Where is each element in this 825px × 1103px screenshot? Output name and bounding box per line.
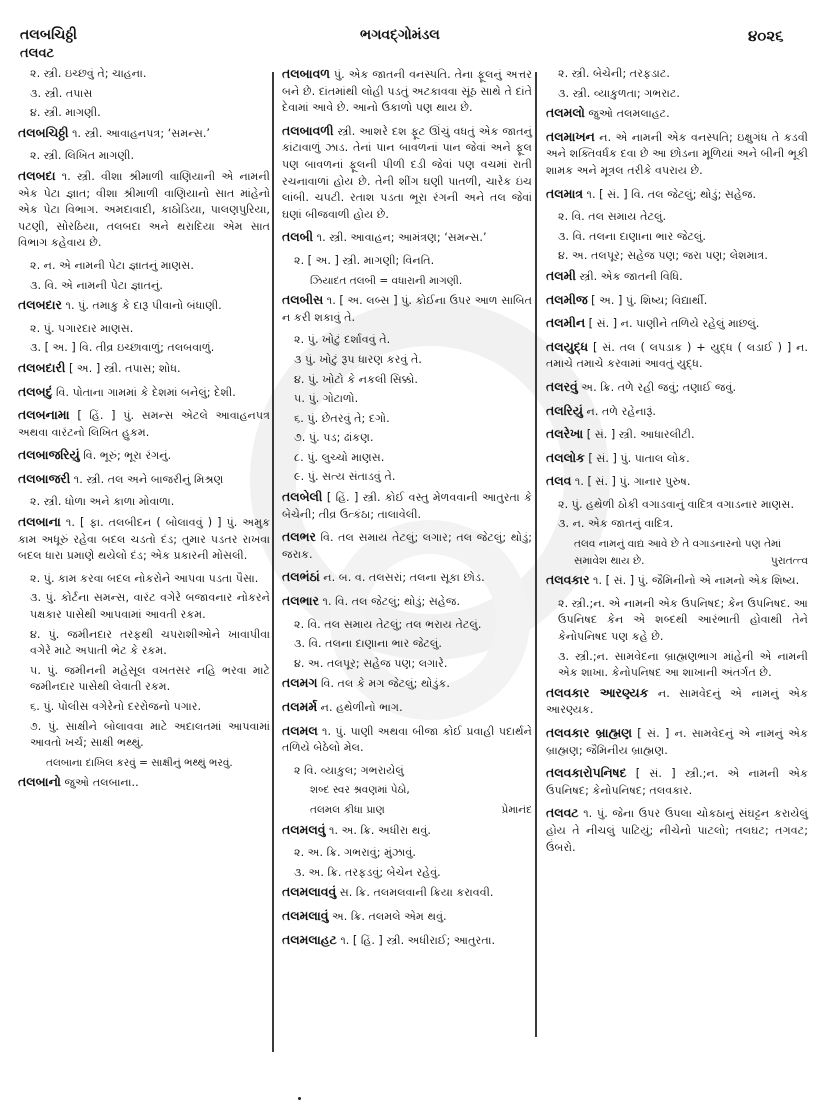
sense-definition: ૩. વિ. તલના દાણાના ભાર જેટલું. (294, 637, 442, 651)
definition-text: [ હિં. ] સ્ત્રી. કોઈ વસ્તુ મેળવવાની આતુરતા કે બેચેની; તીવ્ર ઉત્કંઠા; તાલાવેલી. (282, 491, 532, 521)
headword: તલવકાર બ્રાહ્મણ (546, 725, 632, 740)
sense-definition: ૨. પું. પગારદાર માણસ. (30, 321, 134, 335)
usage-example (46, 755, 270, 772)
column-right (546, 66, 808, 1043)
sense-definition: ૨. [ અ. ] સ્ત્રી. માગણી; વિનતિ. (294, 253, 435, 267)
headword: તલરવું (546, 378, 578, 394)
sense-definition: ૬. પું. પોલીસ વગેરેનો દરરોજનો પગાર. (30, 700, 202, 713)
definition-text: ન. તળે રહેનારૂં. (582, 404, 656, 418)
guide-word-first: તલબચિઠ્ઠી (20, 27, 78, 43)
sense-definition: ૭. પું. પડ; ઢાંકણ. (294, 431, 374, 445)
definition-text: ૧. સ્ત્રી. આવાહનપત્ર; ‘સમન્સ.’ (68, 126, 210, 140)
dictionary-entry (282, 229, 532, 247)
headword: તલમગ (282, 675, 318, 691)
dictionary-entry (18, 774, 270, 792)
dictionary-entry (18, 471, 270, 489)
headword: તલબચિઠ્ઠી (18, 124, 69, 140)
headword: તલમાત્ર (546, 185, 583, 201)
headword: તલમલ (282, 722, 318, 738)
definition-text: [ અ. ] સ્ત્રી. તપાસ; શોધ. (65, 361, 181, 375)
definition-text: ૧. સ્ત્રી. વીશા શ્રીમાળી વાણિયાની એ નામની એક પેટા જ્ઞાત; વીશા શ્રીમાળી વાણિયાનો સાત માંહેનો એક પેટા વિભાગ. અમદાવાદી, કાઠોડિયા, પાલણપુરિયા, પટણી, સોરઠિયા, તલબદા અને થરાદિયા એમ સાત વિભાગ કહેવાય છે. (18, 169, 270, 250)
headword: તલબનામા (18, 407, 70, 423)
dictionary-entry (546, 186, 808, 204)
example-text: શબ્દ સ્વર શ્રવણમાં પેઠો, (310, 784, 410, 797)
sense-definition: ૩. પું. કોર્ટના સમન્સ, વારંટ વગેરે બજાવનાર નોકરને પક્ષકાર પાસેથી આપવામાં આવતી રકમ. (30, 591, 270, 622)
dictionary-entry (18, 447, 270, 465)
column-divider-right (535, 72, 537, 1037)
dictionary-entry (18, 168, 270, 252)
headword: તલબી (282, 229, 314, 245)
sense-definition: ૨. સ્ત્રી. ધોળા અને કાળા મોવાળા. (30, 495, 175, 509)
headword: તલભાર (282, 593, 319, 609)
usage-example (310, 782, 532, 799)
dictionary-entry (546, 473, 808, 491)
sense-definition: ૨. સ્ત્રી. બેચેની; તરફડાટ. (558, 67, 670, 80)
definition-text: અ. ક્રિ. તલમલે એમ થવું. (328, 909, 447, 923)
sense-definition: ૨. પું. ખોટું દર્શાવવું તે. (294, 333, 391, 347)
dictionary-entry (282, 932, 532, 950)
dictionary-entry (282, 699, 532, 717)
headword: તલલોક (546, 449, 585, 465)
headword: તલવકાર (546, 572, 590, 588)
headword: તલવ (546, 473, 572, 489)
definition-text: વિ. ભૂરું; ભૂરા રંગનું. (79, 449, 172, 463)
sense-definition: ૮. પું. લુચ્ચો માણસ. (294, 450, 385, 464)
definition-text: [ સં. ] ન. સામવેદનું એ નામનું એક બ્રાહ્મણ; જૈમિનીય બ્રાહ્મણ. (546, 727, 809, 757)
page-header (0, 0, 825, 60)
dictionary-entry (282, 593, 532, 611)
sense-definition: ૨. સ્ત્રી. લિખિત માગણી. (30, 149, 135, 163)
headword: તલમલાવવું (282, 884, 337, 900)
definition-text: [ સં. ] પું. પાતાલ લોક. (584, 451, 690, 465)
sense-definition: ૪. અ. તલપૂર; સહેજ પણ; લગારે. (294, 656, 448, 670)
definition-text: જુઓ તલમલાહટ. (584, 107, 670, 121)
dictionary-entry (282, 529, 532, 563)
headword: તલરિયું (546, 402, 583, 418)
headword: તલબાના (18, 514, 61, 530)
definition-text: ૧. [ ફા. તલબીદન ( બોલાવવું ) ] પું. અમુક કામ અધૂરું રહેવા બદલ ચડતો દંડ; તુમાર પડતર રાખવા બદલ ધારા પ્રમાણે થયેલો દંડ; એક પ્રકારની મોસલી. (18, 516, 270, 563)
example-text: ઝિયાદત તલબી = વધારાની માગણી. (310, 274, 463, 287)
headword: તલબેલી (282, 489, 323, 505)
dictionary-entry (18, 514, 270, 565)
sense-definition: ૨. પું. કામ કરવા બદલ નોકરોને આપવા પડતા પૈસા. (30, 571, 259, 585)
column-divider-left (272, 72, 274, 1052)
sense-definition: ૩. વિ. એ નામની પેટા જ્ઞાતનું. (30, 278, 163, 292)
column-left (18, 66, 270, 1043)
dictionary-entry (546, 765, 808, 799)
sense-definition: ૨. પું. હથેળી ઠોકી વગાડવાનું વાદિત્ર વગાડનાર માણસ. (558, 497, 795, 511)
sense-definition: ૨. ન. એ નામની પેટા જ્ઞાતનું માણસ. (30, 258, 194, 272)
headword: તલમલો (546, 105, 585, 121)
definition-text: ૧. [ હિં. ] સ્ત્રી. અધીરાઈ; આતુરતા. (336, 933, 496, 947)
headword: તલમીજ (546, 291, 588, 307)
headword: તલમી (546, 267, 576, 283)
headword: તલમર્મ (282, 699, 318, 714)
definition-text: અ. ક્રિ. તળે રહી જવું; તણાઈ જવું. (577, 380, 737, 394)
headword: તલબદા (18, 167, 56, 183)
dictionary-entry (282, 489, 532, 523)
example-text: તલવ નામનું વાદ્ય આવે છે તે વગાડનારનો પણ તેમાં સમાવેશ થાય છે. (574, 538, 782, 567)
definition-text: ન. સામવેદનું એ નામનું એક આરણ્યક. (546, 686, 808, 717)
dictionary-entry (282, 569, 532, 587)
headword: તલમીન (546, 315, 586, 331)
dictionary-entry (546, 685, 808, 719)
dictionary-entry (546, 450, 808, 468)
headword: તલબદારી (18, 359, 66, 375)
dictionary-entry (282, 884, 532, 902)
definition-text: ૧. સ્ત્રી. તલ અને બાજરીનું મિશ્રણ (70, 472, 224, 486)
dictionary-entry (282, 723, 532, 757)
definition-text: ૧. અ. ક્રિ. અધીરા થવું. (325, 823, 431, 837)
headword: તલયુદ્ધ (546, 338, 589, 354)
headword: તલમલાવું (282, 907, 329, 923)
page-number: ૪૦૨૬ (748, 27, 784, 45)
definition-text: ૧. પું. પાણી અથવા બીજા કોઈ પ્રવાહી પદાર્થને તળિયે બેઠેલો મેલ. (282, 724, 532, 755)
sense-definition: ૩. વિ. તલના દાણાના ભાર જેટલું. (558, 229, 706, 243)
headword: તલરેખા (546, 426, 584, 442)
headword: તલબીસ (282, 292, 324, 308)
sense-definition: ૪. સ્ત્રી. માગણી. (30, 106, 101, 120)
dictionary-entry (18, 360, 270, 378)
headword: તલબાવળી (282, 122, 334, 138)
sense-definition: ૩. સ્ત્રી. વ્યાકુળતા; ગભરાટ. (558, 86, 680, 100)
usage-example (574, 536, 808, 569)
dictionary-entry (546, 403, 808, 421)
sense-definition: ૬. પું. છેતરવું તે; દગો. (294, 411, 390, 425)
definition-text: ૧. [ અ. લબ્સ ] પું. કોઈના ઉપર આળ સાબિત ન કરી શકાવું તે. (282, 294, 532, 324)
usage-example (310, 273, 532, 290)
definition-text: ૧. વિ. તલ જેટલું; થોડું; સહેજ. (318, 595, 461, 609)
page-footer-mark (298, 1097, 301, 1100)
definition-text: ૧. સ્ત્રી. આવાહન; આમંત્રણ; ‘સમન્સ.’ (313, 231, 487, 245)
definition-text: [ સં. તલ ( લપડાક ) + યુદ્ધ ( લડાઈ ) ] ન. તમાચે તમાચે કરવામાં આવતું યુદ્ધ. (546, 340, 808, 371)
citation-source: પુરાતત્ત્વ (770, 554, 808, 567)
definition-text: વિ. તલ સમાય તેટલું; લગાર; તલ જેટલું; થોડું; જરાક. (282, 531, 532, 561)
headword: તલભંઠાં (282, 569, 320, 585)
sense-definition: ૩ પું. ખોટું રૂપ ધારણ કરવું તે. (294, 352, 422, 366)
dictionary-entry (282, 908, 532, 926)
dictionary-entry (546, 315, 808, 333)
dictionary-entry (546, 129, 808, 180)
definition-text: વિ. તલ કે મગ જેટલું; થોડુંક. (317, 677, 450, 691)
dictionary-entry (546, 379, 808, 397)
definition-text: [ સં. ] સ્ત્રી. આધારલીટી. (583, 428, 695, 442)
headword: તલમાખન (546, 128, 595, 144)
definition-text: સ્ત્રી. એક જાતની વિધિ. (575, 269, 683, 283)
dictionary-entry (282, 66, 532, 117)
headword: તલબાવળ (282, 66, 330, 81)
headword: તલબાજરિયું (18, 447, 80, 463)
definition-text: સ. ક્રિ. તલમલવાની ક્રિયા કરાવવી. (336, 886, 494, 900)
dictionary-entry (546, 292, 808, 310)
definition-text: ૧. [ સં. ] પું. જૈમિનીનો એ નામનો એક શિષ્ય. (589, 574, 800, 588)
headword: તલબદું (18, 383, 53, 399)
dictionary-entry (282, 123, 532, 224)
sense-definition: ૨. અ. ક્રિ. ગભરાવું; મુંઝાવું. (294, 846, 416, 860)
sense-definition: ૫. પું. ગોટાળો. (294, 392, 359, 406)
sense-definition: ૭. પું. સાક્ષીને બોલાવવા માટે અદાલતમાં આપવામાં આવતો ખર્ચ; સાક્ષી ભથ્થું. (30, 719, 270, 750)
definition-text: પું. એક જાતની વનસ્પતિ. તેના ફૂલનું અત્તર બને છે. દાંતમાંથી લોહી પડતું અટકાવવા સૂંઠ સાથે તે દાંતે દેવામાં આવે છે. આનો ઉકાળો પણ થાય છે. (282, 68, 532, 115)
definition-text: ન. હથેળીનો ભાગ. (317, 701, 403, 714)
citation-source: પ્રેમાનંદ (501, 803, 532, 816)
dictionary-entry (546, 725, 808, 759)
definition-text: ૧. [ સં. ] પું. ગાનાર પુરુષ. (571, 475, 691, 489)
headword: તલભર (282, 529, 316, 545)
dictionary-title: ભગવદ્ગોમંડલ (360, 27, 440, 43)
dictionary-entry (546, 105, 808, 123)
definition-text: જુઓ તલબાના.. (60, 776, 139, 790)
dictionary-entry (546, 339, 808, 373)
definition-text: ૧. પું. જેના ઉપર ઉપલા ચોકઠાનું સંઘટ્ટન કરાયેલું હોય તે નીચલું પાટિયું; નીચેનો પાટલો; તલઘટ; તગવટ; ઉંબરો. (546, 807, 808, 854)
dictionary-entry (282, 292, 532, 326)
definition-text: [ અ. ] પું. શિષ્ય; વિદ્યાર્થી. (587, 293, 708, 307)
guide-word-last: તલવટ (20, 46, 55, 61)
dictionary-entry (282, 675, 532, 693)
headword: તલમલવું (282, 821, 326, 837)
sense-definition: ૨. સ્ત્રી. ઇચ્છવું તે; ચાહના. (30, 67, 147, 80)
sense-definition: ૨ વિ. વ્યાકુલ; ગભરાયેલું (294, 763, 404, 777)
definition-text: [ હિં. ] પું. સમન્સ એટલે આવાહનપત્ર અથવા વારંટનો લિખિત હુકમ. (18, 409, 270, 439)
sense-definition: ૪. પું. ખોટો કે નકલી સિક્કો. (294, 372, 418, 386)
definition-text: વિ. પોતાના ગામમાં કે દેશમાં બનેલું; દેશી. (52, 385, 236, 399)
headword: તલવકારોપનિષદ (546, 765, 627, 781)
definition-text: ૧. પું. તમાકુ કે દારૂ પીવાનો બંધાણી. (61, 299, 222, 313)
example-text: તલમલ કીધા પ્રાણ (310, 803, 385, 816)
sense-definition: ૩. [ અ. ] વિ. તીવ્ર ઇચ્છાવાળું; તલબવાળું. (30, 341, 215, 355)
sense-definition: ૨. સ્ત્રી.;ન. એ નામની એક ઉપનિષદ; કેન ઉપનિષદ. આ ઉપનિષદ કેન એ શબ્દથી આરંભાતી હોવાથી તેને કેનોપનિષદ પણ કહે છે. (558, 596, 808, 644)
sense-definition: ૨. વિ. તલ સમાય તેટલું. (558, 210, 667, 224)
sense-definition: ૩. સ્ત્રી.;ન. સામવેદના બ્રાહ્મણભાગ માંહેની એ નામની એક શાખા. કેનોપનિષદ આ શાખાની અંતર્ગત છે. (558, 649, 808, 680)
sense-definition: ૪. અ. તલપૂર; સહેજ પણ; જરા પણ; લેશમાત્ર. (558, 249, 768, 263)
dictionary-entry (546, 572, 808, 590)
sense-definition: ૫. પું. જમીનની મહેસૂલ વખતસર નહિ ભરવા માટે જમીનદાર પાસેથી લેવાતી રકમ. (30, 663, 270, 694)
headword: તલબાજરી (18, 470, 71, 486)
definition-text: ન. એ નામની એક વનસ્પતિ; ઇક્ષુગંધ તે કડવી અને શક્તિવર્ધક દવા છે આ છોડના મૂળિયાં અને બીની ભૂકી શામક અને મૂત્રલ તરીકે વપરાય છે. (546, 130, 808, 177)
headword: તલબાનો (18, 774, 61, 790)
usage-example (310, 802, 532, 819)
dictionary-entry (546, 268, 808, 286)
definition-text: [ સં. ] ન. પાણીને તળિયે રહેલું માછલું. (585, 317, 760, 331)
headword: તલવટ (546, 805, 579, 821)
example-text: તલબાના દાખિલ કરવું = સાક્ષીનું ભથ્થું ભરવું. (46, 756, 233, 769)
definition-text: સ્ત્રી. આશરે દશ ફૂટ ઊંચું વધતું એક જાતનું કાંટાવાળું ઝાડ. તેનાં પાન બાવળનાં પાન જેવાં અને ફૂલ પણ બાવળનાં ફૂલની પીળી દડી જેવાં પણ વચમાં રાતી રચનાવાળાં હોય છે. તેની શીંગ ઘણી પાતળી, ચારેક ઇંચ લાંબી. ચપટી. રતાશ પડતા ભૂરા રંગની અને તલ જેવાં ઘણાં બીજવાળી હોય છે. (282, 124, 532, 221)
column-middle (282, 66, 532, 1043)
sense-definition: ૯. પું. સત્ય સંતાડવું તે. (294, 470, 396, 484)
sense-definition: ૪. પું. જમીનદાર તરફથી ચપરાશીઓને ખાવાપીવા વગેરે માટે અપાતી ભેટ કે રકમ. (30, 627, 270, 658)
definition-text: [ સં. ] સ્ત્રી.;ન. એ નામની એક ઉપનિષદ; કેનોપનિષદ; તલવકાર. (546, 767, 808, 797)
dictionary-entry (18, 297, 270, 315)
dictionary-entry (18, 384, 270, 402)
headword: તલબદાર (18, 297, 62, 313)
dictionary-entry (546, 426, 808, 444)
sense-definition: ૩. ન. એક જાતનું વાદિત્ર. (558, 517, 674, 531)
dictionary-entry (546, 805, 808, 856)
dictionary-entry (18, 407, 270, 441)
definition-text: ૧. [ સં. ] વિ. તલ જેટલું; થોડું; સહેજ. (583, 187, 757, 201)
headword: તલવકાર આરણ્યક (546, 684, 649, 700)
definition-text: ન. બ. વ. તલસરાં; તલના સૂકા છોડ. (319, 571, 485, 585)
headword: તલમલાહટ (282, 931, 337, 947)
dictionary-entry (18, 125, 270, 143)
sense-definition: ૩. અ. ક્રિ. તરફડવું; બેચેન રહેવું. (294, 865, 441, 879)
sense-definition: ૩. સ્ત્રી. તપાસ (30, 86, 93, 100)
sense-definition: ૨. વિ. તલ સમાય તેટલું; તલ ભરાય તેટલું. (294, 617, 482, 631)
dictionary-entry (282, 822, 532, 840)
